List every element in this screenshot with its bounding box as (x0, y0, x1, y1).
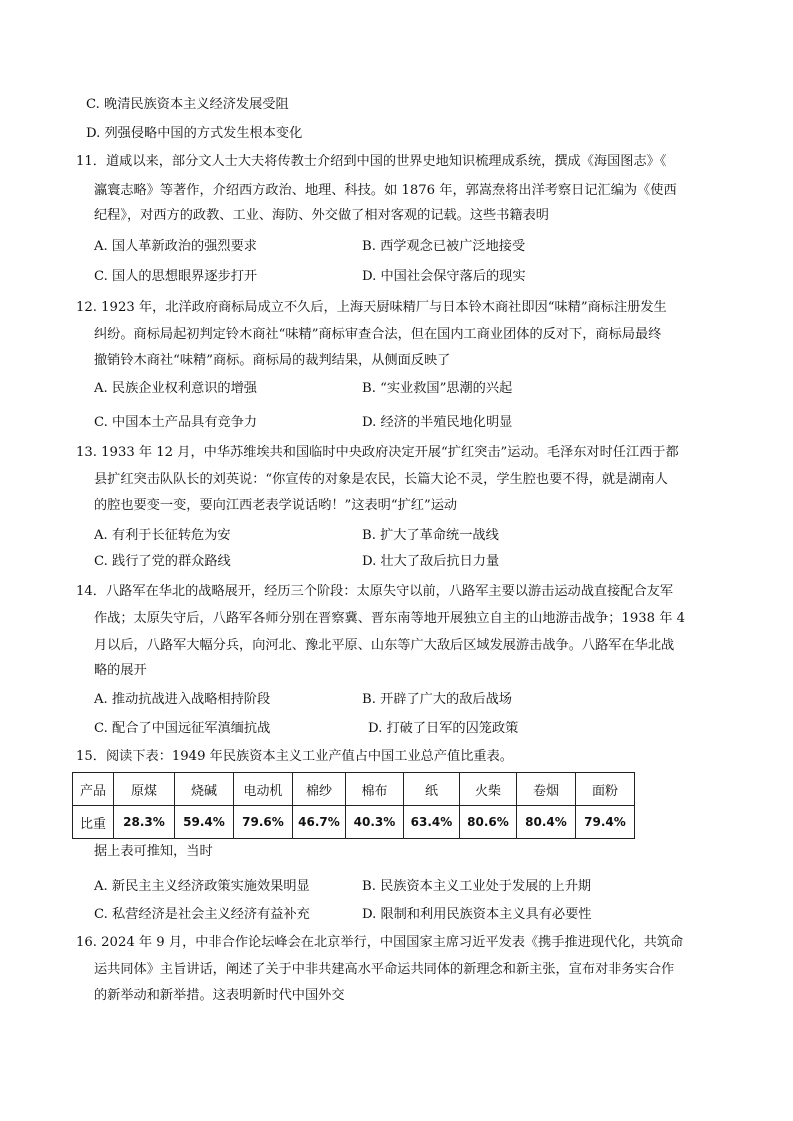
q11-stem-line2: 瀛寰志略》等著作，介绍西方政治、地理、科技。如 1876 年，郭嵩焘将出洋考察日记汇编为《使西 (94, 183, 677, 198)
table-header-row (73, 773, 635, 806)
table-header-label: 产品 (73, 773, 114, 806)
q11-option-a: A. 国人革新政治的强烈要求 (94, 239, 257, 254)
q13-option-c: C. 践行了党的群众路线 (94, 554, 231, 569)
table-value-cell: 46.7% (293, 806, 346, 839)
q15-stem-line1: 15．阅读下表：1949 年民族资本主义工业产值占中国工业总产值比重表。 (76, 749, 513, 764)
table-value-cell: 40.3% (346, 806, 404, 839)
q16-stem-line1: 16. 2024 年 9 月，中非合作论坛峰会在北京举行，中国国家主席习近平发表《携手推进现代化，共筑命 (76, 935, 684, 950)
q13-stem-line3: 的腔也要变一变，要向江西老表学说话哟！”这表明“扩红”运动 (94, 498, 458, 513)
table-product-cell: 棉布 (346, 773, 404, 806)
q10-option-c: C. 晚清民族资本主义经济发展受阻 (86, 97, 289, 112)
table-product-cell: 烧碱 (175, 773, 234, 806)
q16-stem-line2: 运共同体》主旨讲话，阐述了关于中非共建高水平命运共同体的新理念和新主张，宣布对非务实合作 (94, 962, 675, 977)
q12-stem-line1: 12. 1923 年，北洋政府商标局成立不久后，上海天厨味精厂与日本铃木商社即因“味精”商标注册发生 (76, 300, 667, 315)
table-value-cell: 59.4% (175, 806, 234, 839)
q13-option-a: A. 有利于长征转危为安 (94, 528, 231, 543)
q15-option-a: A. 新民主主义经济政策实施效果明显 (94, 879, 310, 894)
q15-option-c: C. 私营经济是社会主义经济有益补充 (94, 907, 310, 922)
q12-option-b: B. “实业救国”思潮的兴起 (362, 381, 513, 396)
table-value-label: 比重 (73, 806, 114, 839)
q14-option-c: C. 配合了中国远征军滇缅抗战 (94, 721, 271, 736)
q14-option-b: B. 开辟了广大的敌后战场 (362, 692, 512, 707)
table-product-cell: 棉纱 (293, 773, 346, 806)
q13-stem-line2: 县扩红突击队队长的刘英说：“你宣传的对象是农民，长篇大论不灵，学生腔也要不得，就是湖南人 (94, 472, 668, 487)
q15-stem-after-table: 据上表可推知，当时 (94, 844, 213, 859)
table-value-cell: 79.4% (576, 806, 635, 839)
table-value-row (73, 806, 635, 839)
q11-option-b: B. 西学观念已被广泛地接受 (362, 239, 526, 254)
q14-option-a: A. 推动抗战进入战略相持阶段 (94, 692, 271, 707)
table-value-cell: 63.4% (404, 806, 460, 839)
table-value-cell: 80.6% (460, 806, 517, 839)
q15-data-table (72, 772, 635, 839)
q11-stem-line1: 11．道咸以来，部分文人士大夫将传教士介绍到中国的世界史地知识梳理成系统，撰成《海国图志》《 (76, 154, 667, 169)
table-value-cell: 79.6% (234, 806, 293, 839)
q12-option-c: C. 中国本土产品具有竞争力 (94, 415, 258, 430)
table-value-cell: 80.4% (517, 806, 576, 839)
table-product-cell: 电动机 (234, 773, 293, 806)
q16-stem-line3: 的新举动和新举措。这表明新时代中国外交 (94, 988, 345, 1003)
table-product-cell: 面粉 (576, 773, 635, 806)
q12-stem-line3: 撤销铃木商社“味精”商标。商标局的裁判结果，从侧面反映了 (94, 353, 451, 368)
q12-stem-line2: 纠纷。商标局起初判定铃木商社“味精”商标审查合法，但在国内工商业团体的反对下，商标局最终 (94, 327, 662, 342)
q12-option-d: D. 经济的半殖民地化明显 (362, 415, 513, 430)
q13-option-b: B. 扩大了革命统一战线 (362, 528, 499, 543)
table-value-cell: 28.3% (114, 806, 175, 839)
q14-stem-line4: 略的展开 (94, 663, 147, 678)
q13-option-d: D. 壮大了敌后抗日力量 (362, 554, 500, 569)
q15-option-d: D. 限制和利用民族资本主义具有必要性 (362, 907, 592, 922)
q14-stem-line1: 14．八路军在华北的战略展开，经历三个阶段：太原失守以前，八路军主要以游击运动战直接配合友军 (76, 584, 674, 599)
table-product-cell: 火柴 (460, 773, 517, 806)
q12-option-a: A. 民族企业权利意识的增强 (94, 381, 257, 396)
q10-option-d: D. 列强侵略中国的方式发生根本变化 (86, 126, 303, 141)
q11-option-c: C. 国人的思想眼界逐步打开 (94, 269, 258, 284)
q14-stem-line3: 月以后，八路军大幅分兵，向河北、豫北平原、山东等广大敌后区域发展游击战争。八路军在华北战 (94, 638, 675, 653)
q11-option-d: D. 中国社会保守落后的现实 (362, 269, 526, 284)
q13-stem-line1: 13. 1933 年 12 月，中华苏维埃共和国临时中央政府决定开展“扩红突击”运动。毛泽东对时任江西于都 (76, 445, 679, 460)
q14-stem-line2: 作战；太原失守后，八路军各师分别在晋察冀、晋东南等地开展独立自主的山地游击战争；1938 年 4 (94, 611, 686, 626)
table-product-cell: 卷烟 (517, 773, 576, 806)
q15-option-b: B. 民族资本主义工业处于发展的上升期 (362, 879, 592, 894)
table-product-cell: 纸 (404, 773, 460, 806)
table-product-cell: 原煤 (114, 773, 175, 806)
q11-stem-line3: 纪程》，对西方的政教、工业、海防、外交做了相对客观的记载。这些书籍表明 (94, 208, 549, 223)
q14-option-d: D. 打破了日军的囚笼政策 (368, 721, 519, 736)
